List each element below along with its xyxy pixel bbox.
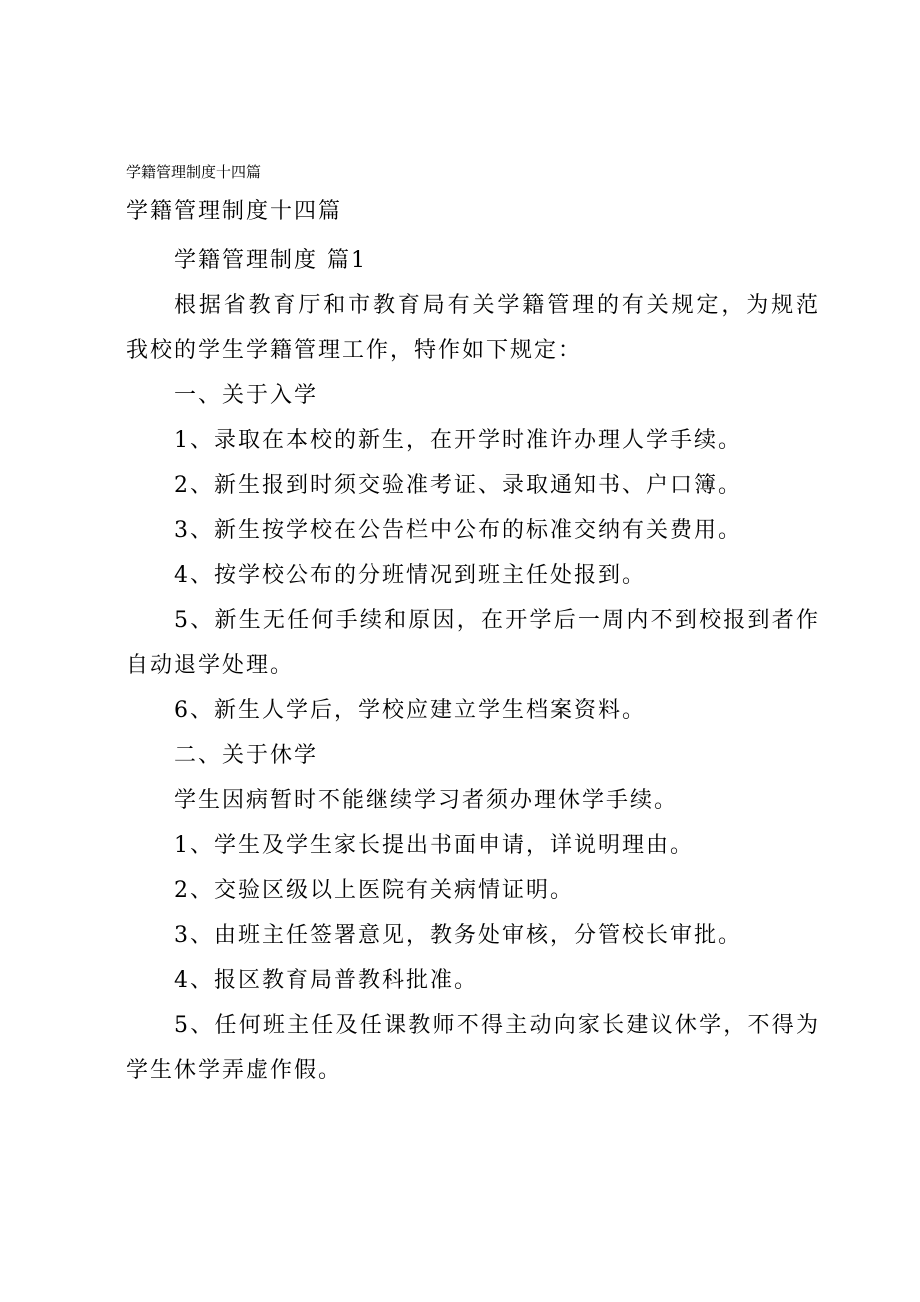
list-item: 1、录取在本校的新生，在开学时准许办理人学手续。 — [174, 428, 742, 453]
list-item: 3、由班主任签署意见，教务处审核，分管校长审批。 — [174, 923, 742, 948]
list-item: 4、按学校公布的分班情况到班主任处报到。 — [174, 563, 646, 588]
list-item: 5、任何班主任及任课教师不得主动向家长建议休学，不得为学生休学弄虚作假。 — [126, 1013, 820, 1083]
list-item: 2、交验区级以上医院有关病情证明。 — [174, 878, 574, 903]
section-heading: 学籍管理制度 篇1 — [174, 248, 367, 273]
list-item: 5、新生无任何手续和原因，在开学后一周内不到校报到者作自动退学处理。 — [126, 608, 820, 678]
chapter-heading-enrollment: 一、关于入学 — [174, 383, 319, 408]
body-paragraph: 学生因病暂时不能继续学习者须办理休学手续。 — [174, 788, 679, 813]
running-header: 学籍管理制度十四篇 — [126, 163, 262, 181]
intro-paragraph: 根据省教育厅和市教育局有关学籍管理的有关规定，为规范我校的学生学籍管理工作，特作如下规定： — [126, 293, 820, 363]
list-item: 1、学生及学生家长提出书面申请，详说明理由。 — [174, 833, 694, 858]
list-item: 2、新生报到时须交验准考证、录取通知书、户口簿。 — [174, 473, 742, 498]
document-body — [126, 238, 820, 1093]
list-item: 4、报区教育局普教科批准。 — [174, 968, 478, 993]
chapter-heading-suspension: 二、关于休学 — [174, 743, 319, 768]
document-title: 学籍管理制度十四篇 — [126, 199, 343, 224]
list-item: 3、新生按学校在公告栏中公布的标准交纳有关费用。 — [174, 518, 742, 543]
list-item: 6、新生人学后，学校应建立学生档案资料。 — [174, 698, 646, 723]
